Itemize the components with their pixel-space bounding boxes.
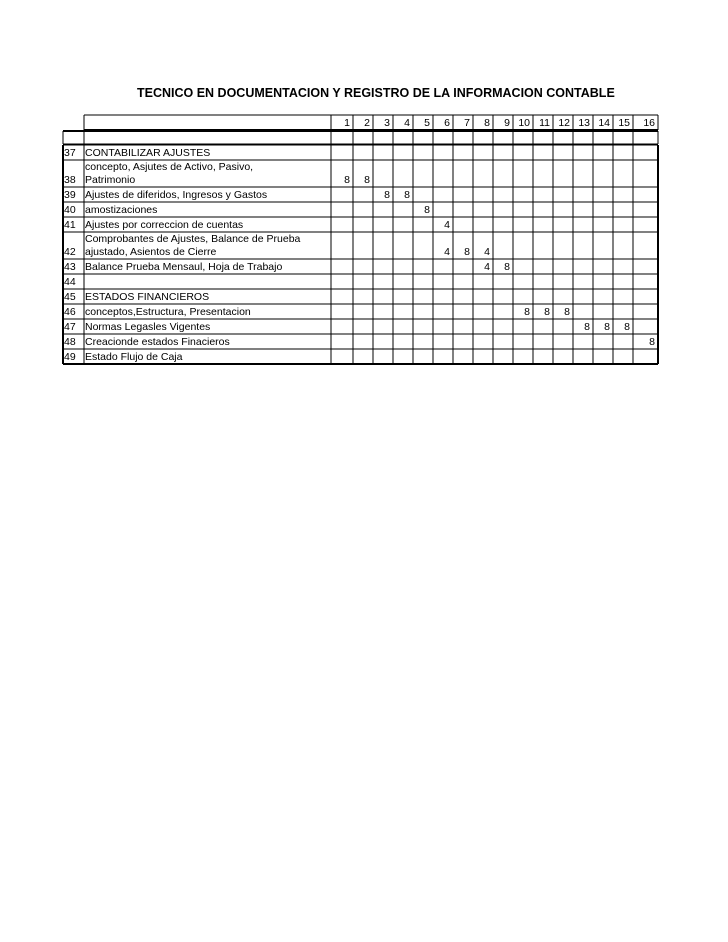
row-number: 40 xyxy=(64,204,76,216)
column-header: 7 xyxy=(464,117,470,129)
hours-cell: 8 xyxy=(604,321,610,333)
column-header: 2 xyxy=(364,117,370,129)
hours-cell: 8 xyxy=(344,174,350,186)
column-header: 13 xyxy=(578,117,590,129)
row-label: conceptos,Estructura, Presentacion xyxy=(85,306,251,318)
column-header: 15 xyxy=(618,117,630,129)
column-header: 6 xyxy=(444,117,450,129)
row-label: Ajustes de diferidos, Ingresos y Gastos xyxy=(85,189,268,201)
row-number: 38 xyxy=(64,174,76,186)
row-number: 41 xyxy=(64,219,76,231)
column-header: 14 xyxy=(598,117,610,129)
hours-cell: 8 xyxy=(564,306,570,318)
hours-cell: 8 xyxy=(524,306,530,318)
hours-cell: 8 xyxy=(504,261,510,273)
column-header: 12 xyxy=(558,117,570,129)
row-label: concepto, Asjutes de Activo, Pasivo, xyxy=(85,161,254,173)
row-number: 39 xyxy=(64,189,76,201)
hours-cell: 4 xyxy=(444,219,450,231)
row-number: 45 xyxy=(64,291,76,303)
hours-cell: 8 xyxy=(624,321,630,333)
row-number: 47 xyxy=(64,321,76,333)
row-label: CONTABILIZAR AJUSTES xyxy=(85,147,211,159)
row-label: Normas Legasles Vigentes xyxy=(85,321,211,333)
column-header: 1 xyxy=(344,117,350,129)
column-header: 9 xyxy=(504,117,510,129)
hours-cell: 8 xyxy=(464,246,470,258)
column-header: 4 xyxy=(404,117,410,129)
hours-cell: 4 xyxy=(444,246,450,258)
hours-cell: 8 xyxy=(424,204,430,216)
row-label: ESTADOS FINANCIEROS xyxy=(85,291,210,303)
row-label: ajustado, Asientos de Cierre xyxy=(85,246,217,258)
row-label: Balance Prueba Mensaul, Hoja de Trabajo xyxy=(85,261,283,273)
hours-cell: 4 xyxy=(484,261,490,273)
column-header: 5 xyxy=(424,117,430,129)
hours-cell: 8 xyxy=(649,336,655,348)
hours-cell: 8 xyxy=(584,321,590,333)
hours-cell: 8 xyxy=(384,189,390,201)
row-number: 49 xyxy=(64,351,76,363)
row-number: 42 xyxy=(64,246,76,258)
row-number: 43 xyxy=(64,261,76,273)
row-label: Estado Flujo de Caja xyxy=(85,351,183,363)
row-label: Comprobantes de Ajustes, Balance de Prueba xyxy=(85,233,301,245)
hours-cell: 8 xyxy=(544,306,550,318)
hours-cell: 8 xyxy=(364,174,370,186)
page-title: TECNICO EN DOCUMENTACION Y REGISTRO DE LA INFORMACION CONTABLE xyxy=(137,86,615,100)
row-label: Creacionde estados Finacieros xyxy=(85,336,230,348)
column-header: 8 xyxy=(484,117,490,129)
row-number: 44 xyxy=(64,276,76,288)
hours-cell: 4 xyxy=(484,246,490,258)
row-label: Ajustes por correccion de cuentas xyxy=(85,219,244,231)
row-number: 46 xyxy=(64,306,76,318)
column-header: 11 xyxy=(539,117,550,129)
row-label: Patrimonio xyxy=(85,174,136,186)
row-label: amostizaciones xyxy=(85,204,158,216)
column-header: 3 xyxy=(384,117,390,129)
row-number: 37 xyxy=(64,147,76,159)
hours-cell: 8 xyxy=(404,189,410,201)
column-header: 16 xyxy=(643,117,655,129)
column-header: 10 xyxy=(518,117,530,129)
row-number: 48 xyxy=(64,336,76,348)
